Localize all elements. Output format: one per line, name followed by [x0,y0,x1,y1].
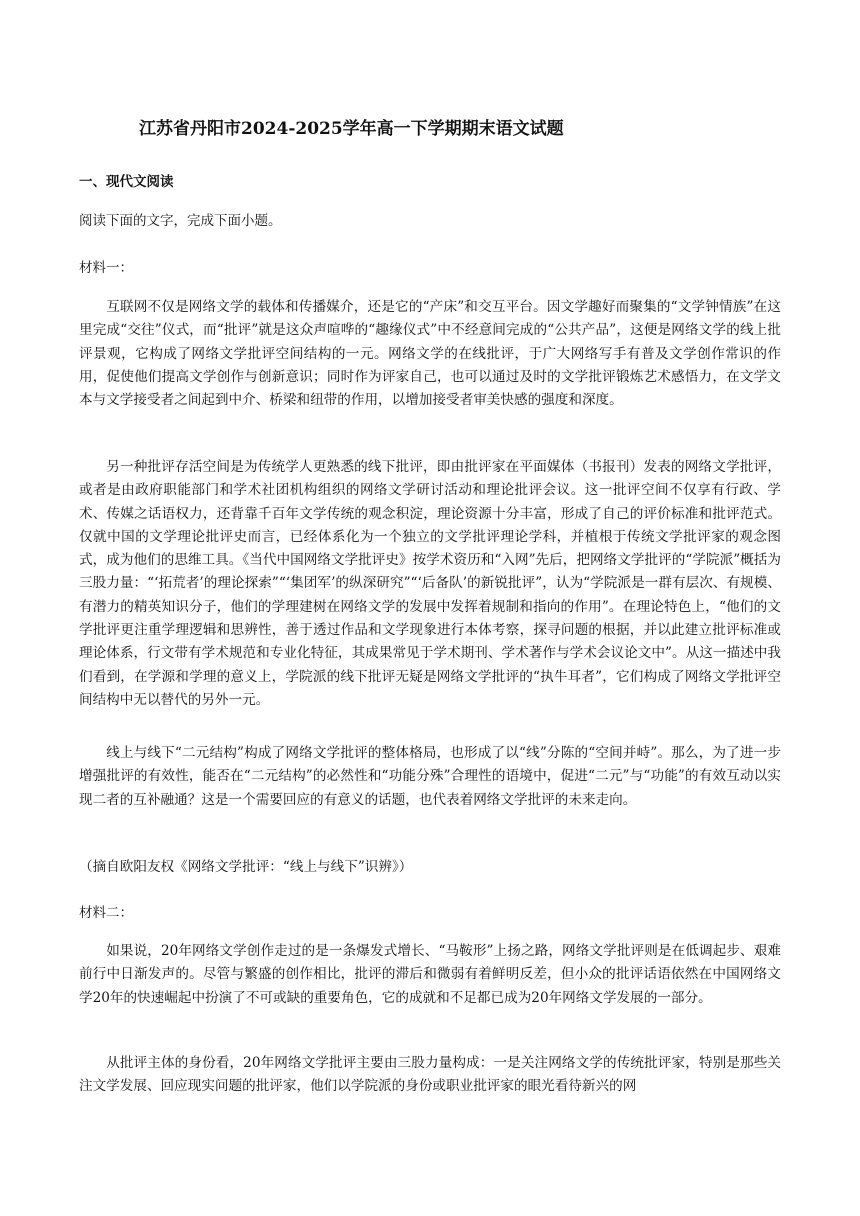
material-two-label: 材料二： [79,905,133,921]
material-one-paragraph: 线上与线下“二元结构”构成了网络文学批评的整体格局，也形成了以“线”分陈的“空间并峙”。那么，为了进一步增强批评的有效性，能否在“二元结构”的必然性和“功能分殊”合理性的语境中，促进“二元”与“功能”的有效互动以实现二者的互补融通？这是一个需要回应的有意义的话题，也代表着网络文学批评的未来走向。 [79,745,781,808]
material-one-paragraph: 另一种批评存活空间是为传统学人更熟悉的线下批评，即由批评家在平面媒体（书报刊）发表的网络文学批评，或者是由政府职能部门和学术社团机构组织的网络文学研讨活动和理论批评会议。这一批评空间不仅享有行政、学术、传媒之话语权力，还背靠千百年文学传统的观念积淀，理论资源十分丰富，形成了自己的评价标准和批评范式。仅就中国的文学理论批评史而言，已经体系化为一个独立的文学批评理论学科，并植根于传统文学批评家的观念图式，成为他们的思维工具。《当代中国网络文学批评史》按学术资历和“入网”先后，把网络文学批评的“学院派”概括为三股力量：“‘拓荒者’的理论探索”“‘集团军’的纵深研究”“‘后备队’的新锐批评”，认为“学院派是一群有层次、有规模、有潜力的精英知识分子，他们的学理建树在网络文学的发展中发挥着规制和指向的作用”。在理论特色上，“他们的文学批评更注重学理逻辑和思辨性，善于透过作品和文学现象进行本体考察，探寻问题的根据，并以此建立批评标准或理论体系，行文带有学术规范和专业化特征，其成果常见于学术期刊、学术著作与学术会议论文中”。从这一描述中我们看到，在学源和学理的意义上，学院派的线下批评无疑是网络文学批评的“执牛耳者”，它们构成了网络文学批评空间结构中无以替代的另外一元。 [79,459,781,708]
material-two-paragraph: 如果说，20年网络文学创作走过的是一条爆发式增长、“马鞍形”上扬之路，网络文学批评则是在低调起步、艰难前行中日渐发声的。尽管与繁盛的创作相比，批评的滞后和微弱有着鲜明反差，但小众的批评话语依然在中国网络文学20年的快速崛起中扮演了不可或缺的重要角色，它的成就和不足都已成为20年网络文学发展的一部分。 [79,943,781,1006]
document-title: 江苏省丹阳市2024-2025学年高一下学期期末语文试题 [139,119,564,139]
material-one-label: 材料一： [79,260,133,276]
material-two-paragraph: 从批评主体的身份看，20年网络文学批评主要由三股力量构成：一是关注网络文学的传统批评家，特别是那些关注文学发展、回应现实问题的批评家，他们以学院派的身份或职业批评家的眼光看待新兴的网 [79,1055,781,1095]
section-heading: 一、现代文阅读 [79,174,174,190]
reading-instruction: 阅读下面的文字，完成下面小题。 [79,213,282,229]
material-one-paragraph: 互联网不仅是网络文学的载体和传播媒介，还是它的“产床”和交互平台。因文学趣好而聚集的“文学钟情族”在这里完成“交往”仪式，而“批评”就是这众声喧哗的“趣缘仪式”中不经意间完成的“公共产品”，这便是网络文学的线上批评景观，它构成了网络文学批评空间结构的一元。网络文学的在线批评，于广大网络写手有普及文学创作常识的作用，促使他们提高文学创作与创新意识；同时作为评家自己，也可以通过及时的文学批评锻炼艺术感悟力，在文学文本与文学接受者之间起到中介、桥梁和纽带的作用，以增加接受者审美快感的强度和深度。 [79,299,781,409]
material-one-citation: （摘自欧阳友权《网络文学批评：“线上与线下”识辨》） [79,859,413,875]
